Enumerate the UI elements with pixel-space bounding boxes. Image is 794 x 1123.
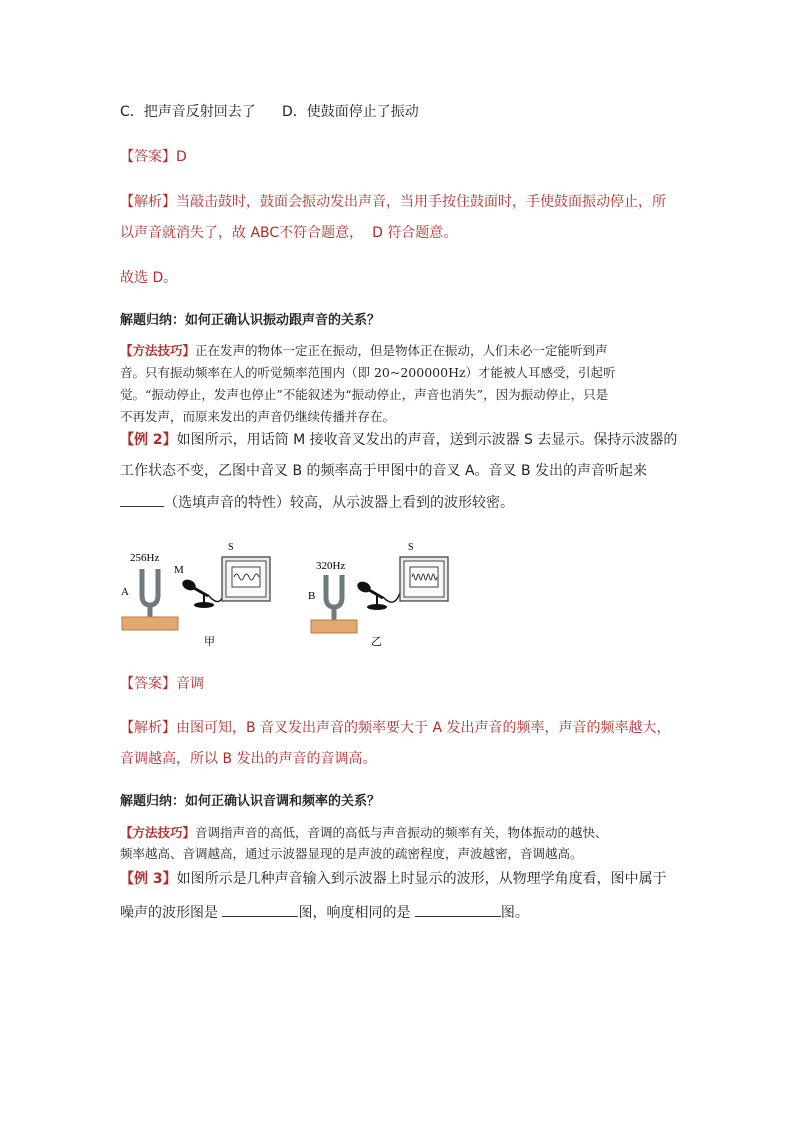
answer-line-1	[120, 147, 187, 167]
microphone-right	[356, 580, 400, 610]
noise-answer-blank[interactable]	[222, 902, 298, 917]
analysis-text: 当敲击鼓时，鼓面会振动发出声音，当用手按住鼓面时，手使鼓面振动停止，所	[176, 194, 666, 210]
example-2-line-1	[120, 430, 677, 450]
example-3-text-2a: 噪声的波形图是	[120, 905, 218, 921]
loudness-answer-blank[interactable]	[415, 902, 501, 917]
analysis-2-line-2: 音调越高，所以 B 发出的声音的音调高。	[120, 751, 377, 767]
answer-value: D	[176, 149, 187, 165]
analysis-2-line-1	[120, 718, 671, 738]
tip-2-text-1: 音调指声音的高低，音调的高低与声音振动的频率有关，物体振动的越快、	[195, 825, 608, 840]
scope-label-left: S	[228, 542, 234, 553]
answer-line-2	[120, 674, 204, 694]
tip-tag-1: 【方法技巧】	[120, 343, 196, 358]
option-c: C．把声音反射回去了	[120, 104, 256, 120]
analysis-text-a: 以声音就消失了，故	[120, 225, 246, 241]
summary-title-2: 解题归纳：如何正确认识音调和频率的关系？	[120, 794, 381, 809]
example-2-line-2: 工作状态不变，乙图中音叉 B 的频率高于甲图中的音叉 A。音叉 B 发出的声音听起来	[120, 463, 648, 479]
example-3-tag: 【例 3】	[120, 871, 177, 887]
oscilloscope-right	[400, 557, 448, 601]
tuning-fork-left	[122, 569, 178, 630]
conclusion-1: 故选 D。	[120, 270, 178, 286]
scope-label-right: S	[408, 542, 414, 553]
analysis-text-e: 符合题意。	[387, 225, 458, 241]
tip-1-line-4: 不再发声，而原来发出的声音仍继续传播并存在。	[120, 409, 396, 424]
example-3-line-2	[120, 902, 529, 923]
example-3-line-1	[120, 869, 667, 889]
example-2-line-3	[120, 492, 514, 513]
analysis-tag: 【解析】	[120, 194, 176, 210]
analysis-text-c: 不符合题意，	[279, 225, 364, 241]
freq-label-right: 320Hz	[316, 560, 346, 572]
oscilloscope-left	[222, 557, 270, 601]
tip-1-text-1: 正在发声的物体一定正在振动，但是物体正在振动，人们未必一定能听到声	[195, 343, 608, 358]
analysis-text-b: ABC	[250, 225, 280, 241]
analysis-1-line-2	[120, 223, 457, 243]
answer-value-2: 音调	[176, 676, 204, 692]
caption-left: 甲	[204, 636, 215, 648]
analysis-2-text-1: 由图可知，B 音叉发出声音的频率要大于 A 发出声音的频率，声音的频率越大，	[176, 720, 671, 736]
fork-label-left: A	[121, 586, 129, 598]
microphone-left	[181, 578, 224, 608]
example-2-text-3: （选填声音的特性）较高，从示波器上看到的波形较密。	[164, 495, 514, 511]
analysis-1-line-1	[120, 192, 666, 212]
answer-tag-2: 【答案】	[120, 676, 176, 692]
mic-label-left: M	[174, 564, 184, 576]
tip-tag-2: 【方法技巧】	[120, 825, 196, 840]
answer-tag: 【答案】	[120, 149, 176, 165]
option-d: D．使鼓面停止了振动	[282, 104, 419, 120]
example-2-text-1: 如图所示，用话筒 M 接收音叉发出的声音，送到示波器 S 去显示。保持示波器的	[176, 432, 678, 448]
example-2-tag: 【例 2】	[120, 432, 177, 448]
freq-label-left: 256Hz	[130, 552, 160, 564]
analysis-tag-2: 【解析】	[120, 720, 176, 736]
example-3-text-2c: 图。	[500, 905, 529, 921]
tip-1-line-2: 音。只有振动频率在人的听觉频率范围内（即 20~200000Hz）才能被人耳感受，引起听	[120, 365, 616, 380]
tip-2-line-1	[120, 822, 608, 843]
example-3-text-2b: 图，响度相同的是	[298, 905, 411, 921]
tip-2-line-2: 频率越高、音调越高，通过示波器显现的是声波的疏密程度，声波越密，音调越高。	[120, 846, 583, 861]
tuning-fork-figure	[118, 535, 468, 650]
fork-label-right: B	[308, 590, 316, 602]
tip-1-line-1	[120, 340, 608, 361]
answer-blank[interactable]	[120, 492, 164, 507]
analysis-text-d: D	[372, 225, 383, 241]
tip-1-line-3: 觉。“振动停止，发声也停止”不能叙述为“振动停止，声音也消失”，因为振动停止，只是	[120, 387, 609, 402]
summary-title-1: 解题归纳：如何正确认识振动跟声音的关系？	[120, 313, 381, 328]
caption-right: 乙	[371, 636, 382, 648]
example-3-text-1: 如图所示是几种声音输入到示波器上时显示的波形，从物理学角度看，图中属于	[176, 871, 667, 887]
tuning-fork-right	[311, 575, 357, 633]
